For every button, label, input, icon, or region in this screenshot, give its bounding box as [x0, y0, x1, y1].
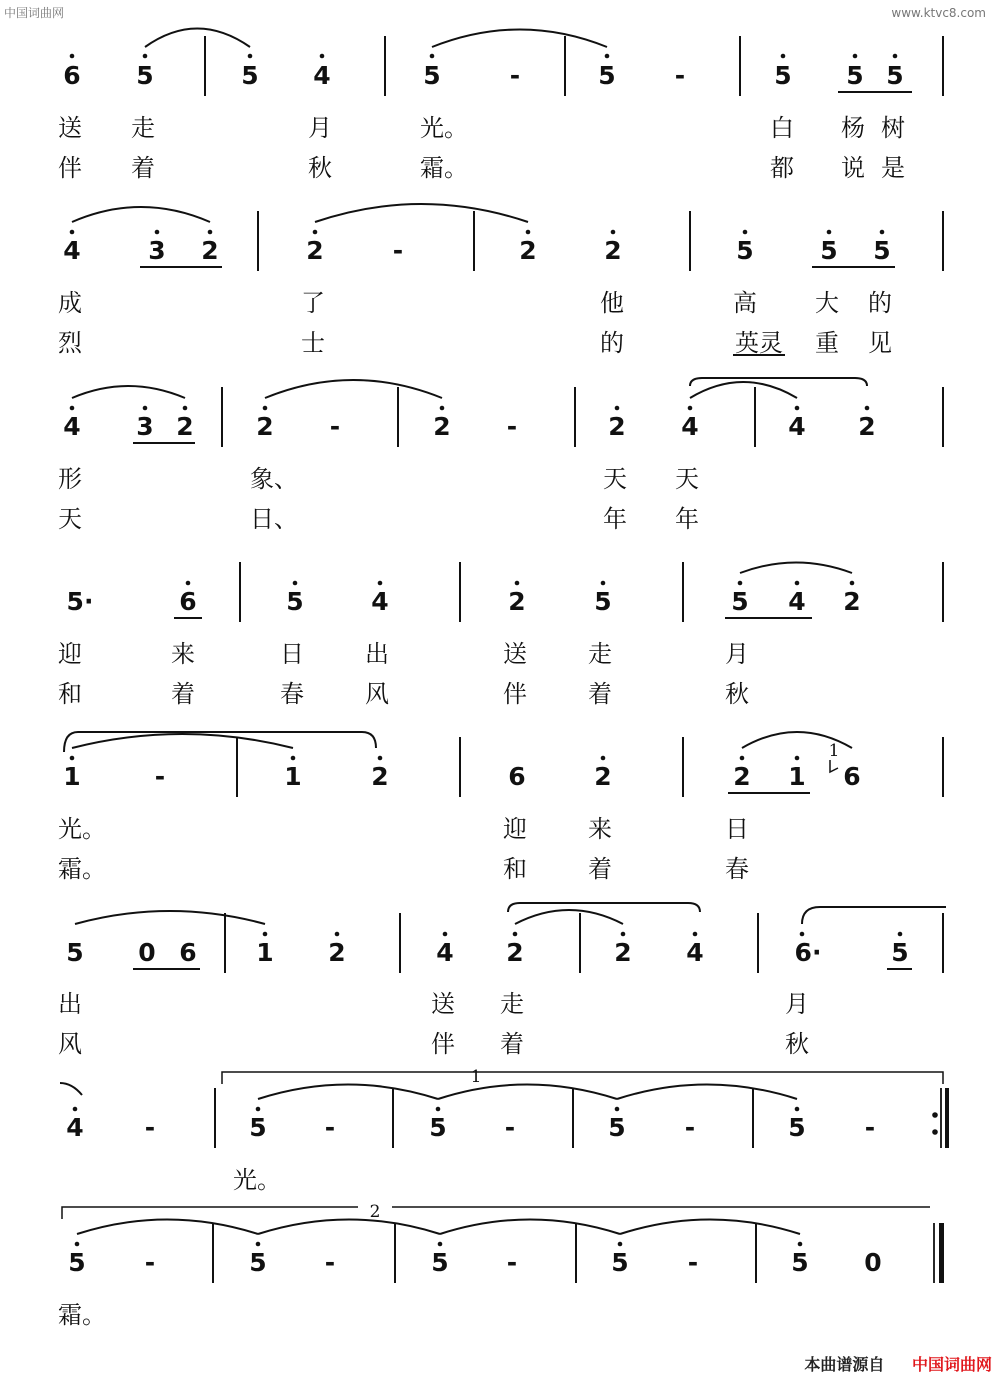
- octave-dot: [335, 932, 340, 937]
- note: 5: [286, 587, 304, 616]
- octave-dot: [263, 932, 268, 937]
- slur: [617, 1085, 797, 1100]
- note: 2: [256, 412, 274, 441]
- note: 1: [284, 762, 302, 791]
- note-dash: -: [154, 762, 166, 791]
- octave-dot: [795, 581, 800, 586]
- slur: [75, 911, 265, 924]
- note: 4: [686, 938, 704, 967]
- volta-number: 1: [470, 1067, 482, 1087]
- note: 5: [431, 1248, 449, 1277]
- grace-mark: [830, 760, 838, 772]
- lyric: 杨: [841, 114, 865, 142]
- note: 2: [843, 587, 861, 616]
- note: 2: [433, 412, 451, 441]
- note: 5: [873, 236, 891, 265]
- octave-dot: [143, 54, 148, 59]
- lyric: 大: [815, 289, 839, 317]
- note: 5: [241, 61, 259, 90]
- octave-dot: [73, 1107, 78, 1112]
- lyric: 走: [131, 114, 155, 142]
- lyric: 是: [881, 154, 905, 182]
- lyric: 着: [588, 680, 612, 708]
- note: 2: [506, 938, 524, 967]
- note-dash: -: [509, 61, 521, 90]
- lyric: 着: [131, 154, 155, 182]
- note: 2: [371, 762, 389, 791]
- octave-dot: [526, 230, 531, 235]
- lyric: 月: [308, 114, 332, 142]
- octave-dot: [615, 406, 620, 411]
- lyric: 白: [770, 114, 794, 142]
- source-footer: [804, 1352, 992, 1375]
- slur: [72, 207, 210, 222]
- lyric: 春: [280, 680, 304, 708]
- lyric: 都: [770, 154, 794, 182]
- octave-dot: [693, 932, 698, 937]
- note: 2: [201, 236, 219, 265]
- lyric: 秋: [308, 154, 332, 182]
- repeat-dot: [932, 1112, 938, 1118]
- lyric: 天: [58, 505, 82, 533]
- slur: [620, 1220, 800, 1235]
- note-dash: -: [144, 1113, 156, 1142]
- note: 3: [136, 412, 154, 441]
- note: 4: [63, 412, 81, 441]
- lyric: 光。: [420, 114, 468, 142]
- note-dash: -: [324, 1248, 336, 1277]
- note: 2: [176, 412, 194, 441]
- lyric: 出: [365, 640, 389, 668]
- lyric: 着: [171, 680, 195, 708]
- lyric: 形: [58, 465, 82, 493]
- repeat-dot: [932, 1129, 938, 1135]
- tie-from-previous: [60, 1083, 82, 1095]
- volta-bracket-2: [62, 1207, 358, 1219]
- lyric: 伴: [58, 154, 82, 182]
- system-3: [58, 378, 943, 533]
- note-dash: -: [506, 1248, 518, 1277]
- tie-to-next: [802, 907, 946, 924]
- octave-dot: [795, 406, 800, 411]
- system-8: [58, 1202, 944, 1329]
- octave-dot: [440, 406, 445, 411]
- slur: [258, 1085, 438, 1100]
- octave-dot: [621, 932, 626, 937]
- octave-dot: [513, 932, 518, 937]
- lyric: 象、: [250, 465, 298, 493]
- note: 2: [328, 938, 346, 967]
- lyric: 送: [58, 114, 82, 142]
- note: 2: [858, 412, 876, 441]
- octave-dot: [601, 581, 606, 586]
- note: 6: [63, 61, 81, 90]
- note: 6: [508, 762, 526, 791]
- lyric: 光。: [233, 1166, 281, 1194]
- octave-dot: [515, 581, 520, 586]
- lyric: 月: [725, 640, 749, 668]
- site-watermark-right[interactable]: www.ktvc8.com: [891, 6, 986, 20]
- note: 5: [429, 1113, 447, 1142]
- lyric: 春: [725, 855, 749, 883]
- lyric: 天: [603, 465, 627, 493]
- lyric: 士: [301, 329, 325, 357]
- lyric: 日: [280, 640, 304, 668]
- note-dash: -: [506, 412, 518, 441]
- note: 5: [598, 61, 616, 90]
- lyric: 着: [500, 1030, 524, 1058]
- note-dash: -: [504, 1113, 516, 1142]
- lyric: 和: [503, 855, 527, 883]
- note: 4: [66, 1113, 84, 1142]
- note: 5·: [66, 587, 94, 616]
- octave-dot: [263, 406, 268, 411]
- octave-dot: [378, 756, 383, 761]
- octave-dot: [605, 54, 610, 59]
- note: 2: [604, 236, 622, 265]
- slur: [72, 386, 185, 398]
- source-label: 本曲谱源自: [804, 1355, 885, 1374]
- lyric: 迎: [58, 640, 82, 668]
- octave-dot: [611, 230, 616, 235]
- lyric: 月: [785, 990, 809, 1018]
- slur: [315, 204, 528, 222]
- note: 6: [179, 587, 197, 616]
- lyric: 霜。: [420, 154, 468, 182]
- octave-dot: [898, 932, 903, 937]
- note: 5: [611, 1248, 629, 1277]
- lyric: 说: [841, 154, 865, 182]
- note: 1: [788, 762, 806, 791]
- note: 5: [68, 1248, 86, 1277]
- site-watermark-left: 中国词曲网: [4, 6, 65, 20]
- lyric: 送: [431, 990, 455, 1018]
- note: 1: [63, 762, 81, 791]
- lyric: 送: [503, 640, 527, 668]
- system-2: [58, 204, 943, 357]
- lyric: 见: [868, 329, 892, 357]
- note: 4: [788, 587, 806, 616]
- note: 4: [63, 236, 81, 265]
- slur: [77, 1220, 258, 1235]
- lyric: 来: [588, 815, 612, 843]
- octave-dot: [893, 54, 898, 59]
- slur: [438, 1085, 617, 1100]
- lyric: 年: [675, 505, 699, 533]
- octave-dot: [256, 1242, 261, 1247]
- system-4: [58, 562, 943, 708]
- note: 6: [179, 938, 197, 967]
- octave-dot: [186, 581, 191, 586]
- grace-note: 1: [828, 741, 840, 761]
- octave-dot: [436, 1107, 441, 1112]
- octave-dot: [688, 406, 693, 411]
- octave-dot: [155, 230, 160, 235]
- lyric: 走: [500, 990, 524, 1018]
- lyric: 走: [588, 640, 612, 668]
- octave-dot: [850, 581, 855, 586]
- octave-dot: [615, 1107, 620, 1112]
- lyric: 他: [600, 289, 624, 317]
- octave-dot: [853, 54, 858, 59]
- octave-dot: [880, 230, 885, 235]
- octave-dot: [798, 1242, 803, 1247]
- note-dash: -: [144, 1248, 156, 1277]
- lyric: 日、: [250, 505, 298, 533]
- lyric: 的: [868, 289, 892, 317]
- lyric: 重: [815, 329, 839, 357]
- note-dash: -: [684, 1113, 696, 1142]
- note: 5: [731, 587, 749, 616]
- note: 5: [891, 938, 909, 967]
- note: 6: [843, 762, 861, 791]
- octave-dot: [740, 756, 745, 761]
- note: 4: [313, 61, 331, 90]
- note: 0: [138, 938, 156, 967]
- octave-dot: [743, 230, 748, 235]
- lyric: 和: [58, 680, 82, 708]
- lyric: 霜。: [58, 855, 106, 883]
- system-7: [60, 1067, 949, 1194]
- octave-dot: [601, 756, 606, 761]
- octave-dot: [378, 581, 383, 586]
- slur: [515, 910, 623, 924]
- lyric: 迎: [503, 815, 527, 843]
- octave-dot: [320, 54, 325, 59]
- lyric: 秋: [785, 1030, 809, 1058]
- note: 4: [681, 412, 699, 441]
- note: 2: [608, 412, 626, 441]
- octave-dot: [313, 230, 318, 235]
- system-1: [58, 29, 943, 183]
- lyric: 日: [725, 815, 749, 843]
- lyric: 霜。: [58, 1301, 106, 1329]
- note: 2: [614, 938, 632, 967]
- note: 2: [733, 762, 751, 791]
- note: 5: [846, 61, 864, 90]
- note: 5: [136, 61, 154, 90]
- note: 2: [508, 587, 526, 616]
- note: 5: [820, 236, 838, 265]
- note: 5: [249, 1113, 267, 1142]
- octave-dot: [70, 54, 75, 59]
- lyric: 来: [171, 640, 195, 668]
- lyric: 风: [58, 1030, 82, 1058]
- note: 2: [519, 236, 537, 265]
- lyric: 出: [58, 990, 82, 1018]
- lyric: 的: [600, 329, 624, 357]
- octave-dot: [865, 406, 870, 411]
- note-dash: -: [392, 236, 404, 265]
- lyric: 风: [365, 680, 389, 708]
- octave-dot: [256, 1107, 261, 1112]
- octave-dot: [800, 932, 805, 937]
- note: 5: [774, 61, 792, 90]
- octave-dot: [70, 230, 75, 235]
- phrase-slur: [690, 378, 867, 386]
- octave-dot: [618, 1242, 623, 1247]
- note-dash: -: [687, 1248, 699, 1277]
- note: 5: [249, 1248, 267, 1277]
- octave-dot: [430, 54, 435, 59]
- note: 0: [864, 1248, 882, 1277]
- octave-dot: [75, 1242, 80, 1247]
- note: 6·: [794, 938, 822, 967]
- slur: [690, 382, 797, 398]
- note: 3: [148, 236, 166, 265]
- note-dash: -: [324, 1113, 336, 1142]
- slur: [740, 563, 852, 574]
- octave-dot: [208, 230, 213, 235]
- lyric: 着: [588, 855, 612, 883]
- octave-dot: [827, 230, 832, 235]
- volta-number: 2: [369, 1202, 381, 1222]
- octave-dot: [443, 932, 448, 937]
- note-dash: -: [674, 61, 686, 90]
- lyric: 秋: [725, 680, 749, 708]
- octave-dot: [291, 756, 296, 761]
- lyric: 光。: [58, 815, 106, 843]
- octave-dot: [183, 406, 188, 411]
- final-bar-thick: [939, 1223, 944, 1283]
- note-dash: -: [864, 1113, 876, 1142]
- lyric: 了: [301, 289, 325, 317]
- note: 5: [423, 61, 441, 90]
- octave-dot: [795, 756, 800, 761]
- lyric: 伴: [503, 680, 527, 708]
- repeat-bar-thick: [945, 1088, 949, 1148]
- system-5: [58, 732, 943, 883]
- lyric: 伴: [431, 1030, 455, 1058]
- octave-dot: [438, 1242, 443, 1247]
- octave-dot: [293, 581, 298, 586]
- system-6: [58, 903, 946, 1058]
- note: 4: [436, 938, 454, 967]
- note: 5: [886, 61, 904, 90]
- note: 5: [594, 587, 612, 616]
- note: 5: [736, 236, 754, 265]
- slur: [145, 29, 250, 48]
- octave-dot: [795, 1107, 800, 1112]
- slur: [72, 734, 293, 748]
- note: 1: [256, 938, 274, 967]
- lyric: 年: [603, 505, 627, 533]
- note: 4: [371, 587, 389, 616]
- lyric: 天: [675, 465, 699, 493]
- lyric: 树: [881, 114, 905, 142]
- octave-dot: [143, 406, 148, 411]
- note: 5: [66, 938, 84, 967]
- slur: [258, 1220, 440, 1235]
- note-dash: -: [329, 412, 341, 441]
- note: 4: [788, 412, 806, 441]
- note: 2: [306, 236, 324, 265]
- note: 2: [594, 762, 612, 791]
- note: 5: [788, 1113, 806, 1142]
- octave-dot: [781, 54, 786, 59]
- slur: [265, 380, 442, 398]
- octave-dot: [248, 54, 253, 59]
- source-site-logo[interactable]: 中国词曲网: [911, 1355, 992, 1374]
- phrase-slur: [508, 903, 700, 912]
- lyric: 烈: [58, 329, 82, 357]
- slur: [440, 1220, 620, 1235]
- note: 5: [791, 1248, 809, 1277]
- octave-dot: [738, 581, 743, 586]
- note: 5: [608, 1113, 626, 1142]
- lyric: 高: [733, 289, 757, 317]
- lyric: 英灵: [735, 329, 783, 357]
- lyric: 成: [58, 289, 82, 317]
- octave-dot: [70, 406, 75, 411]
- volta-bracket-1: [222, 1072, 943, 1084]
- octave-dot: [70, 756, 75, 761]
- slur: [432, 30, 607, 48]
